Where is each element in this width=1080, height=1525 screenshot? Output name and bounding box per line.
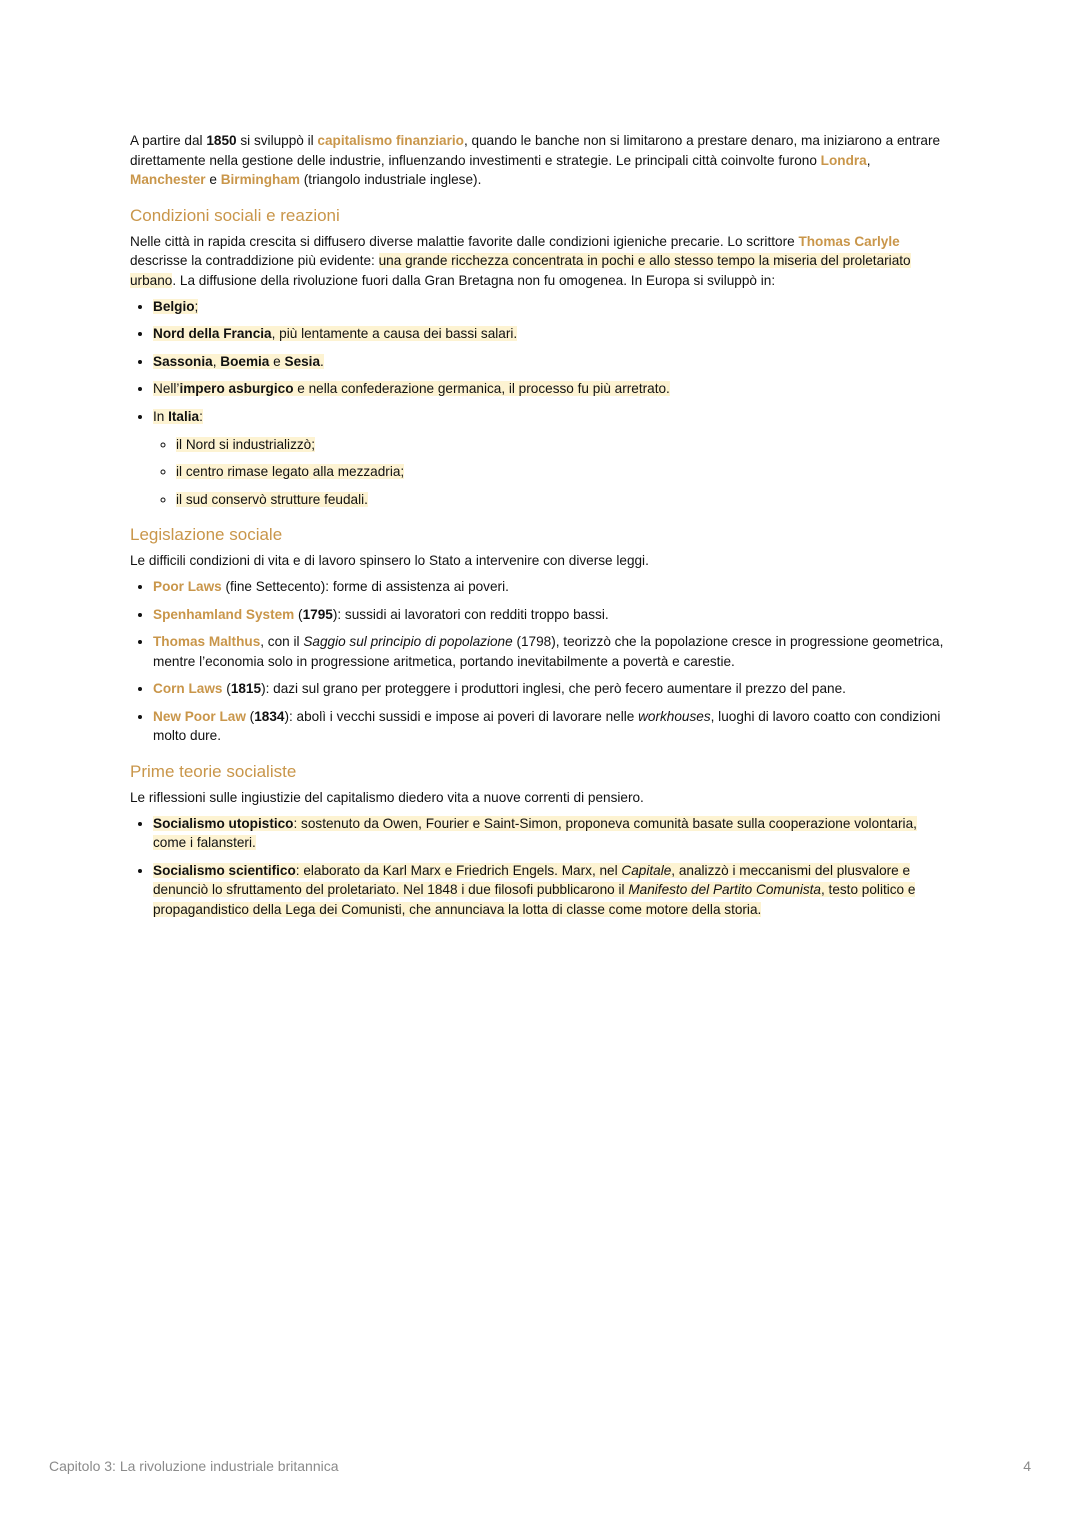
list-item — [153, 577, 945, 597]
sublist-item: ◦ il centro rimase legato alla mezzadria; — [176, 462, 945, 482]
text: A partire dal — [130, 133, 207, 148]
socialiste-intro: Le riflessioni sulle ingiustizie del capitalismo diedero vita a nuove correnti di pensiero. — [130, 790, 644, 806]
section-heading-condizioni: Condizioni sociali e reazioni — [130, 205, 340, 225]
condizioni-paragraph — [130, 232, 945, 291]
bold-term: Sesia — [284, 353, 321, 369]
highlighted-text: una grande ricchezza concentrata in pochi e allo stesso tempo la miseria del proletariato urbano — [130, 253, 911, 288]
text: : elaborato da Karl Marx e Friedrich Engels. Marx, nel — [295, 862, 622, 878]
bold-term: Italia — [168, 408, 200, 424]
laws-list — [130, 577, 945, 746]
text: (triangolo industriale inglese). — [300, 172, 482, 188]
bold-term: Nord della Francia — [153, 326, 272, 342]
year: 1795 — [302, 606, 333, 622]
footer-chapter-title: Capitolo 3: La rivoluzione industriale britannica — [49, 1458, 339, 1474]
term-londra: Londra — [820, 152, 867, 168]
book-title: Capitale — [621, 862, 672, 878]
text: (1798), teorizzò che la popolazione cresce in progressione geometrica, mentre l’economia solo in progressione aritmetica, portando inevitabilmente a povertà e carestie. — [153, 634, 944, 669]
term-thomas-carlyle: Thomas Carlyle — [798, 233, 900, 249]
italic-term: workhouses — [638, 708, 711, 724]
socialism-list — [130, 814, 945, 920]
year: 1834 — [254, 708, 285, 724]
term-malthus: Thomas Malthus — [153, 634, 261, 650]
text: e — [269, 353, 285, 369]
text: ): abolì i vecchi sussidi e impose ai poveri di lavorare nelle — [284, 708, 639, 724]
term-manchester: Manchester — [130, 172, 206, 188]
bold-term: Sassonia — [153, 353, 213, 369]
text: e — [205, 172, 221, 188]
text: ( — [245, 708, 255, 724]
text: ( — [294, 606, 303, 622]
text: : — [199, 408, 203, 424]
text: ( — [222, 681, 231, 697]
text: , con il — [260, 634, 304, 650]
list-item — [153, 632, 945, 671]
year-1850: 1850 — [206, 133, 237, 148]
list-item — [153, 679, 945, 699]
term-birmingham: Birmingham — [220, 172, 300, 188]
text: , testo politico e propagandistico della Lega dei Comunisti, che annunciava la lotta di classe come motore della storia. — [153, 882, 916, 918]
list-item — [153, 297, 945, 317]
text: Nell’ — [153, 381, 180, 397]
text: ): sussidi ai lavoratori con redditi troppo bassi. — [332, 606, 609, 622]
book-title: Saggio sul principio di popolazione — [303, 634, 513, 650]
text: ; — [194, 298, 199, 314]
text: e nella confederazione germanica, il processo fu più arretrato. — [293, 381, 670, 397]
list-item — [153, 379, 945, 399]
text: ): dazi sul grano per proteggere i produttori inglesi, che però fecero aumentare il prezzo del pane. — [261, 681, 846, 697]
term-spenhamland: Spenhamland System — [153, 606, 295, 622]
text: , luoghi di lavoro coatto con condizioni molto dure. — [153, 708, 941, 744]
intro-paragraph — [130, 131, 945, 190]
list-item — [153, 352, 945, 372]
italy-sublist — [153, 435, 945, 510]
list-item — [153, 605, 945, 625]
page-content — [130, 131, 945, 934]
term-new-poor-law: New Poor Law — [153, 708, 246, 724]
sublist-item: ◦ il Nord si industrializzò; — [176, 435, 945, 455]
term-corn-laws: Corn Laws — [153, 681, 223, 697]
text: (fine Settecento): forme di assistenza ai poveri. — [221, 578, 509, 594]
text: , analizzò i meccanismi del plusvalore e denunciò lo sfruttamento del proletariato. Nel 1848 i due filosofi pubblicarono il — [153, 862, 911, 898]
text: si sviluppò il — [236, 133, 318, 148]
text: descrisse la contraddizione più evidente: — [130, 253, 379, 269]
text: , quando le banche non si limitarono a prestare denaro, ma iniziarono a entrare direttamente nella gestione delle industrie, influenzando investimenti e strategie. Le principali città coinvolte furono — [130, 133, 941, 168]
text: . — [320, 353, 324, 369]
year: 1815 — [230, 681, 262, 697]
europe-list — [130, 297, 945, 510]
term-capitalismo-finanziario: capitalismo finanziario — [317, 133, 464, 148]
bold-term: Boemia — [220, 353, 270, 369]
list-item — [153, 407, 945, 509]
text: : sostenuto da Owen, Fourier e Saint-Simon, proponeva comunità basate sulla cooperazione volontaria, come i falansteri. — [153, 815, 917, 851]
term-poor-laws: Poor Laws — [153, 578, 222, 594]
legislazione-intro: Le difficili condizioni di vita e di lavoro spinsero lo Stato a intervenire con diverse leggi. — [130, 553, 649, 569]
text: , più lentamente a causa dei bassi salari. — [271, 326, 518, 342]
sublist-item: ◦ il sud conservò strutture feudali. — [176, 490, 945, 510]
text: In — [153, 408, 169, 424]
book-title: Manifesto del Partito Comunista — [628, 882, 821, 898]
text: . La diffusione della rivoluzione fuori dalla Gran Bretagna non fu omogenea. In Europa si sviluppò in: — [172, 272, 776, 288]
list-item — [153, 324, 945, 344]
text: , — [212, 353, 221, 369]
text: , — [866, 152, 871, 168]
footer-page-number: 4 — [1023, 1458, 1031, 1474]
bold-term: Socialismo scientifico — [153, 862, 296, 878]
bold-term: Belgio — [153, 298, 195, 314]
bold-term: impero asburgico — [179, 381, 294, 397]
text: Nelle città in rapida crescita si diffusero diverse malattie favorite dalle condizioni igieniche precarie. Lo scrittore — [130, 233, 799, 249]
bold-term: Socialismo utopistico — [153, 815, 294, 831]
list-item — [153, 707, 945, 746]
section-heading-socialiste: Prime teorie socialiste — [130, 762, 297, 782]
section-heading-legislazione: Legislazione sociale — [130, 525, 283, 545]
list-item — [153, 861, 945, 920]
list-item — [153, 814, 945, 853]
